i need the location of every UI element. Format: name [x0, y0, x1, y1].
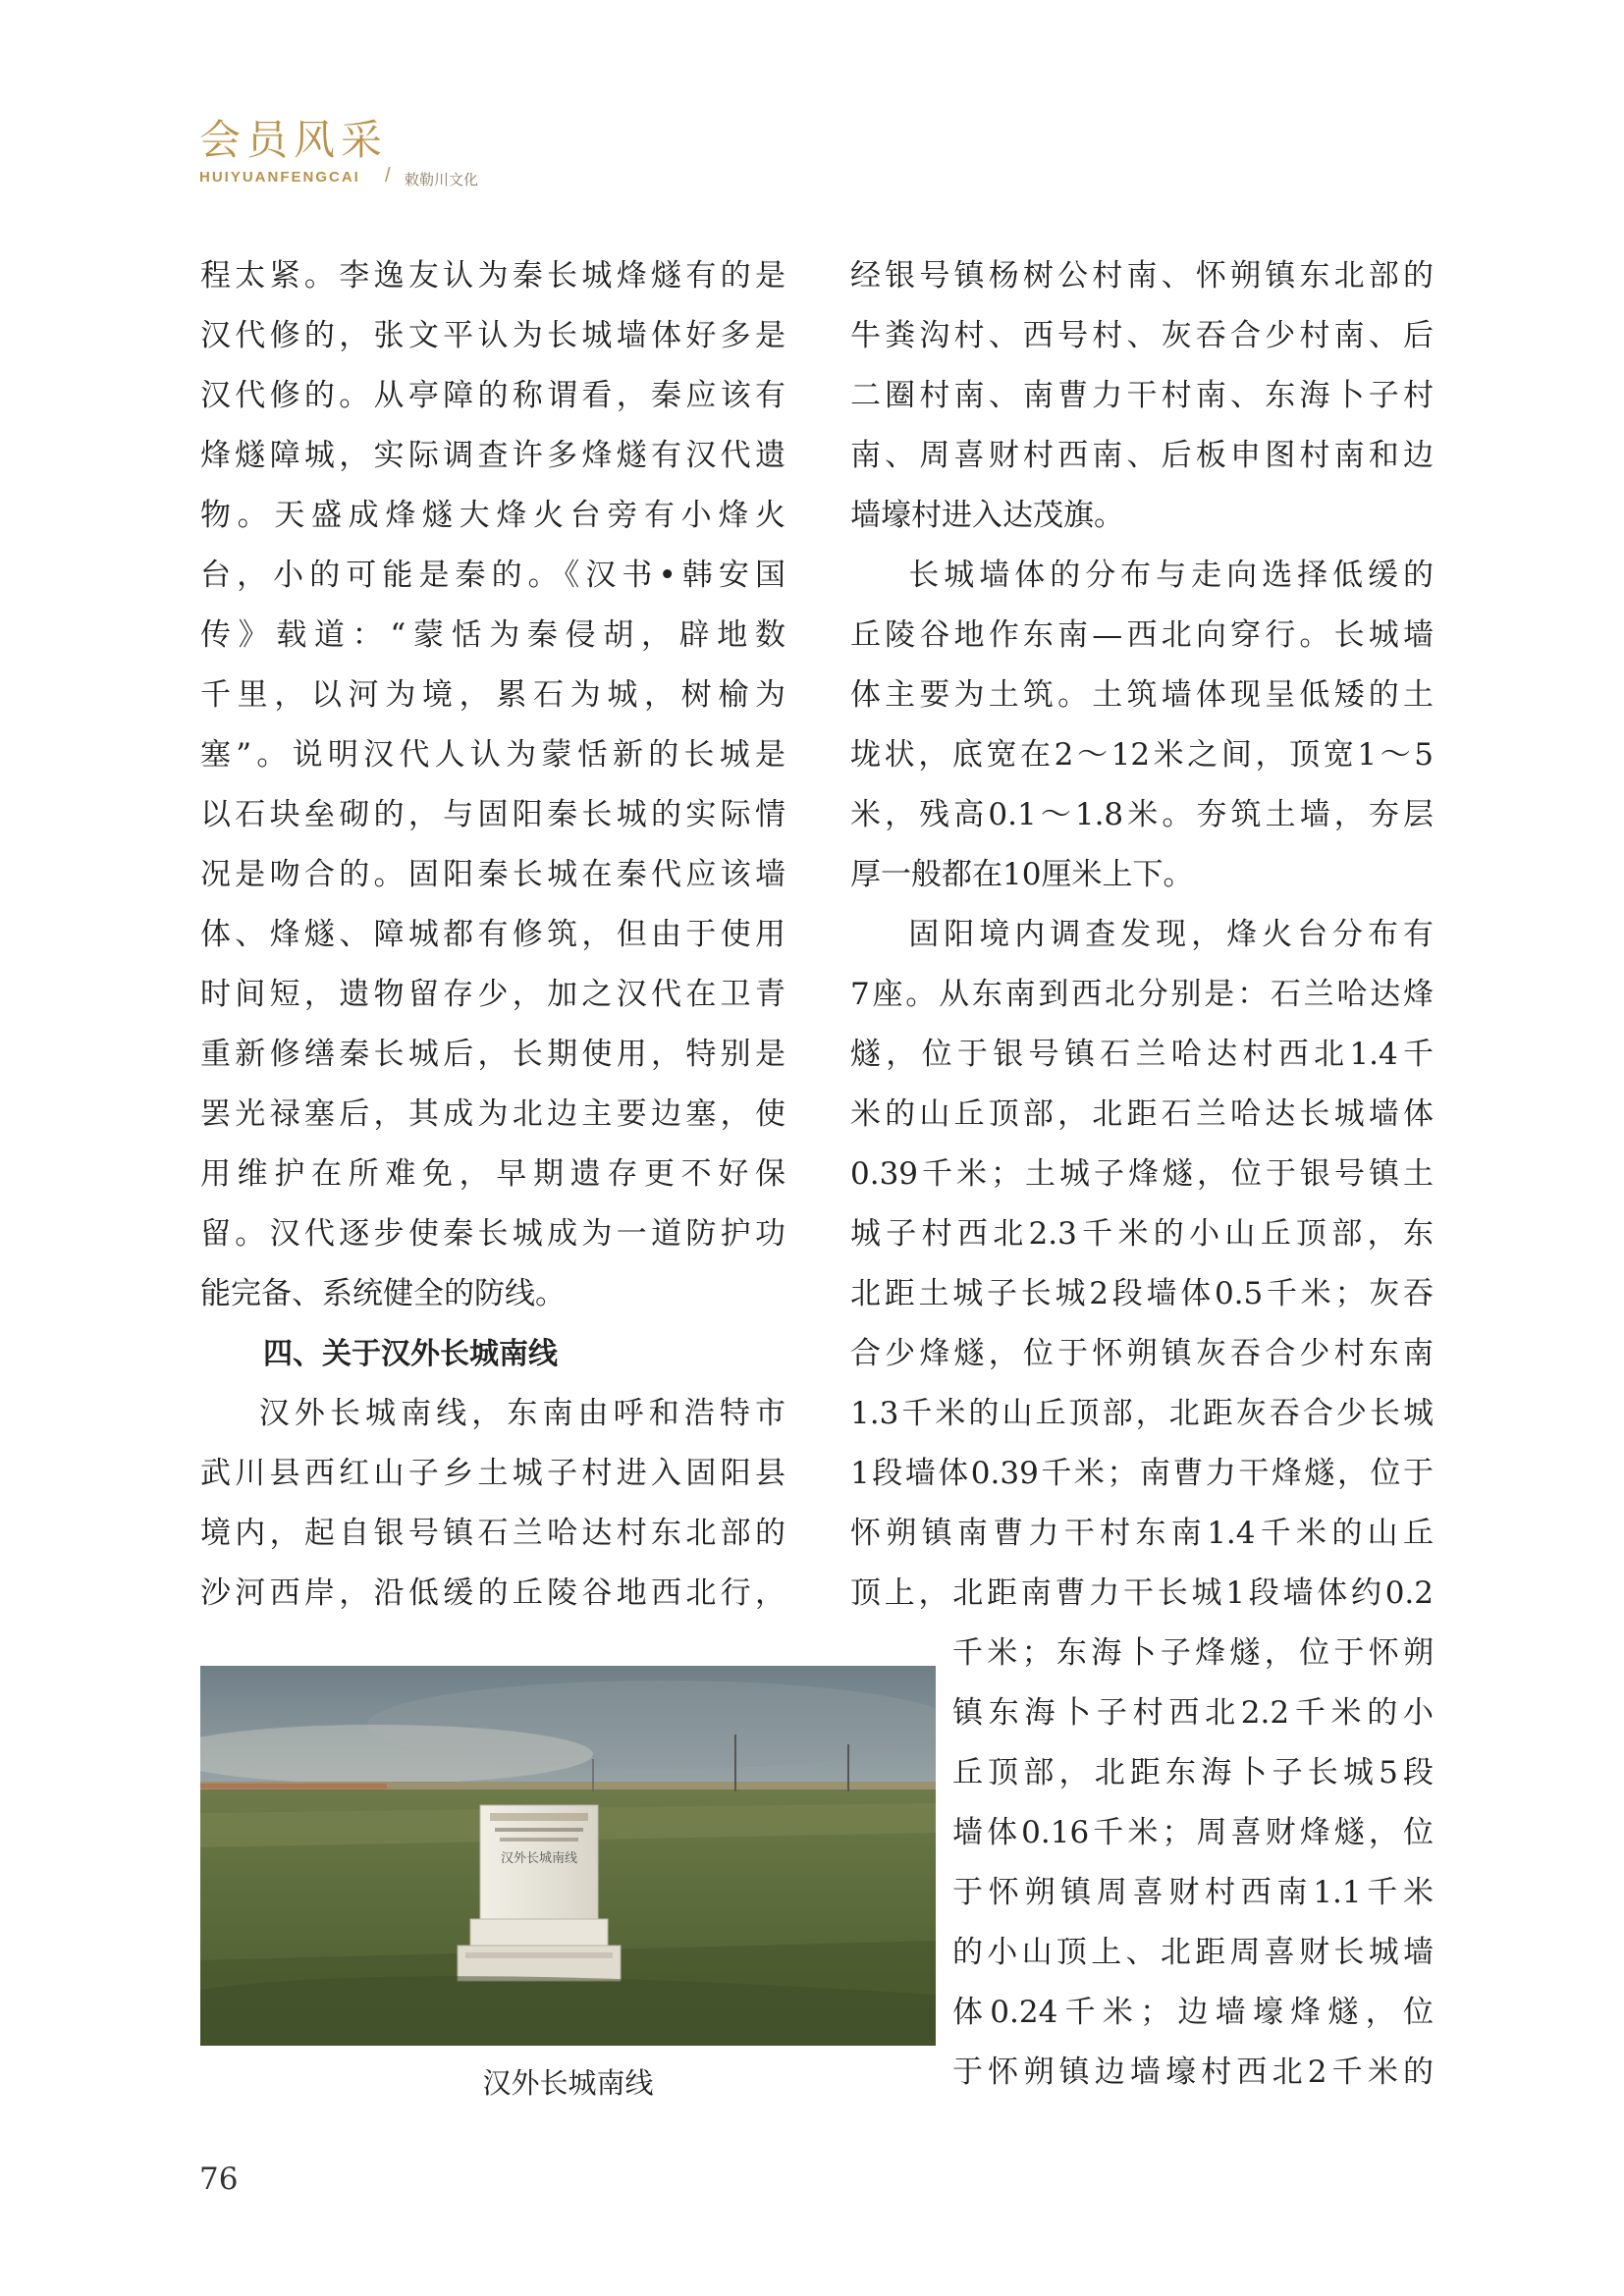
right-line: 7座。从东南到西北分别是：石兰哈达烽 [850, 977, 1434, 1012]
right-line: 米，残高0.1～1.8米。夯筑土墙，夯层 [850, 797, 1434, 832]
right-line: 燧，位于银号镇石兰哈达村西北1.4千 [850, 1037, 1434, 1072]
left-line: 汉代修的，张文平认为长城墙体好多是 [200, 318, 785, 353]
right-line: 牛粪沟村、西号村、灰吞合少村南、后 [850, 318, 1434, 353]
right-line: 固阳境内调查发现，烽火台分布有 [850, 917, 1434, 952]
left-line: 千里，以河为境，累石为城，树榆为 [200, 677, 785, 713]
left-line: 武川县西红山子乡土城子村进入固阳县 [200, 1456, 785, 1491]
left-line: 汉外长城南线，东南由呼和浩特市 [200, 1396, 785, 1431]
left-line: 时间短，遗物留存少，加之汉代在卫青 [200, 977, 785, 1012]
figure-caption: 汉外长城南线 [482, 2066, 654, 2100]
left-line: 传》载道：“蒙恬为秦侵胡，辟地数 [200, 617, 785, 653]
right-line: 于怀朔镇边墙壕村西北2千米的 [952, 2055, 1434, 2090]
left-line: 况是吻合的。固阳秦长城在秦代应该墙 [200, 857, 785, 892]
right-line: 怀朔镇南曹力干村东南1.4千米的山丘 [850, 1516, 1434, 1551]
right-line: 北距土城子长城2段墙体0.5千米；灰吞 [850, 1276, 1434, 1311]
page-number: 76 [199, 2162, 239, 2197]
right-line: 长城墙体的分布与走向选择低缓的 [850, 558, 1434, 593]
left-column [200, 246, 785, 1624]
left-line: 烽燧障城，实际调查许多烽燧有汉代遗 [200, 438, 785, 473]
left-line: 境内，起自银号镇石兰哈达村东北部的 [200, 1516, 785, 1551]
left-line: 罢光禄塞后，其成为北边主要边塞，使 [200, 1096, 785, 1132]
right-line: 二圈村南、南曹力干村南、东海卜子村 [850, 378, 1434, 413]
right-line: 南、周喜财村西南、后板申图村南和边 [850, 438, 1434, 473]
left-line: 能完备、系统健全的防线。 [200, 1276, 566, 1311]
left-line: 体、烽燧、障城都有修筑，但由于使用 [200, 917, 785, 952]
right-line: 合少烽燧，位于怀朔镇灰吞合少村东南 [850, 1336, 1434, 1371]
right-line: 米的山丘顶部，北距石兰哈达长城墙体 [850, 1096, 1434, 1132]
stele-inscription: 汉外长城南线 [500, 1851, 578, 1866]
left-line: 以石块垒砌的，与固阳秦长城的实际情 [200, 797, 785, 832]
left-line: 台，小的可能是秦的。《汉书•韩安国 [200, 558, 785, 593]
left-line: 留。汉代逐步使秦长城成为一道防护功 [200, 1216, 785, 1252]
right-line: 垅状，底宽在2～12米之间，顶宽1～5 [850, 737, 1434, 773]
right-line: 镇东海卜子村西北2.2千米的小 [952, 1695, 1434, 1731]
right-line: 丘陵谷地作东南—西北向穿行。长城墙 [850, 617, 1434, 653]
left-line: 汉代修的。从亭障的称谓看，秦应该有 [200, 378, 785, 413]
left-line: 重新修缮秦长城后，长期使用，特别是 [200, 1037, 785, 1072]
right-line: 经银号镇杨树公村南、怀朔镇东北部的 [850, 258, 1434, 294]
right-line: 厚一般都在10厘米上下。 [850, 857, 1194, 892]
right-line: 体0.24千米；边墙壕烽燧，位 [952, 1995, 1434, 2030]
right-line: 1段墙体0.39千米；南曹力干烽燧，位于 [850, 1456, 1434, 1491]
right-line: 墙体0.16千米；周喜财烽燧，位 [952, 1815, 1434, 1850]
right-column-wrap [952, 1624, 1434, 2103]
right-line: 0.39千米；土城子烽燧，位于银号镇土 [850, 1156, 1434, 1192]
right-line: 体主要为土筑。土筑墙体现呈低矮的土 [850, 677, 1434, 713]
header-brand: 敕勒川文化 [405, 171, 479, 188]
right-line: 千米；东海卜子烽燧，位于怀朔 [952, 1635, 1434, 1671]
right-line: 墙壕村进入达茂旗。 [850, 498, 1124, 533]
header-subtitle: HUIYUANFENGCAI [199, 169, 360, 186]
header-slash: / [385, 165, 391, 187]
right-column [850, 246, 1434, 1624]
right-line: 丘顶部，北距东海卜子长城5段 [952, 1755, 1434, 1790]
right-line: 于怀朔镇周喜财村西南1.1千米 [952, 1875, 1434, 1910]
header-title: 会员风采 [199, 116, 389, 164]
left-line: 塞”。说明汉代人认为蒙恬新的长城是 [200, 737, 785, 773]
right-line: 1.3千米的山丘顶部，北距灰吞合少长城 [850, 1396, 1434, 1431]
section-heading: 四、关于汉外长城南线 [263, 1337, 558, 1371]
left-line: 程太紧。李逸友认为秦长城烽燧有的是 [200, 258, 785, 294]
left-line: 沙河西岸，沿低缓的丘陵谷地西北行， [200, 1575, 785, 1611]
right-line: 的小山顶上、北距周喜财长城墙 [952, 1935, 1434, 1970]
right-line: 顶上，北距南曹力干长城1段墙体约0.2 [850, 1575, 1434, 1611]
left-line: 用维护在所难免，早期遗存更不好保 [200, 1156, 785, 1192]
right-line: 城子村西北2.3千米的小山丘顶部，东 [850, 1216, 1434, 1252]
great-wall-stele-photo [200, 1666, 936, 2046]
left-line: 物。天盛成烽燧大烽火台旁有小烽火 [200, 498, 785, 533]
